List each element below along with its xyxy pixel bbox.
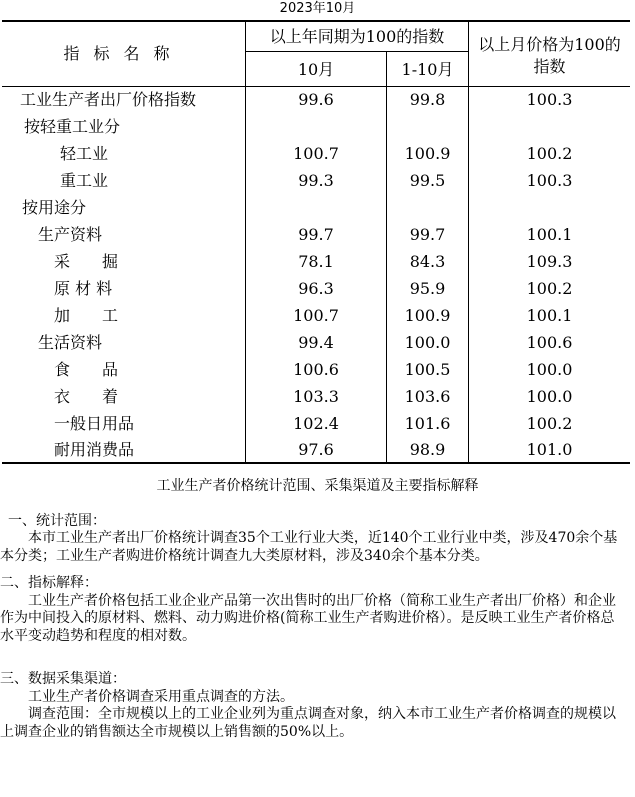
row-mom: 100.6 <box>526 333 573 352</box>
row-yoy-month: 99.6 <box>298 90 334 109</box>
report-month: 2023年10月 <box>279 1 356 16</box>
row-mom: 100.2 <box>526 414 573 433</box>
row-name: 加 工 <box>54 306 119 325</box>
table-row <box>2 168 630 195</box>
price-index-table <box>2 20 630 464</box>
row-name: 耐用消费品 <box>54 440 135 459</box>
row-name: 工业生产者出厂价格指数 <box>20 90 197 109</box>
header-mom: 以上月价格为100的指数 <box>478 35 621 76</box>
table-row <box>2 114 630 141</box>
row-yoy-cumulative: 99.7 <box>409 225 446 244</box>
section-body: 工业生产者价格调查采用重点调查的方法。 <box>28 688 294 705</box>
table-row <box>2 276 630 303</box>
row-yoy-cumulative: 101.6 <box>404 414 451 433</box>
row-yoy-month: 99.7 <box>298 225 334 244</box>
row-name: 原 材 料 <box>54 279 113 298</box>
row-yoy-cumulative: 103.6 <box>404 387 451 406</box>
section-heading: 三、数据采集渠道： <box>0 671 126 687</box>
row-name: 轻工业 <box>60 144 109 163</box>
row-mom: 100.1 <box>526 225 573 244</box>
section-heading: 一、统计范围： <box>8 512 106 529</box>
section-heading: 二、指标解释： <box>0 575 98 591</box>
row-yoy-month: 78.1 <box>298 252 334 271</box>
section-body: 工业生产者价格包括工业企业产品第一次出售时的出厂价格（简称工业生产者出厂价格）和企业作为中间投入的原材料、燃料、动力购进价格(简称工业生产者购进价格）。是反映工业生产者价格总水平变动趋势和程度的相对数。 <box>0 592 616 644</box>
row-yoy-month: 99.3 <box>298 171 334 190</box>
row-name: 衣 着 <box>54 387 119 406</box>
notes-title: 工业生产者价格统计范围、采集渠道及主要指标解释 <box>156 478 479 494</box>
section-body: 调查范围：全市规模以上的工业企业列为重点调查对象，纳入本市工业生产者价格调查的规模以上调查企业的销售额达全市规模以上销售额的50%以上。 <box>0 706 616 740</box>
row-yoy-month: 100.7 <box>293 144 339 163</box>
table-row <box>2 437 630 464</box>
header-yoy: 以上年同期为100的指数 <box>269 27 445 46</box>
table-row <box>2 303 630 330</box>
row-name: 食 品 <box>54 360 119 379</box>
row-yoy-month: 103.3 <box>293 387 339 406</box>
row-mom: 100.3 <box>526 171 573 190</box>
row-yoy-cumulative: 100.9 <box>404 144 451 163</box>
row-yoy-cumulative: 100.9 <box>404 306 451 325</box>
row-yoy-cumulative: 95.9 <box>409 279 446 298</box>
row-yoy-cumulative: 99.5 <box>409 171 446 190</box>
header-yoy-cumulative: 1-10月 <box>401 60 454 79</box>
table-row <box>2 249 630 276</box>
row-name: 采 掘 <box>54 252 119 271</box>
row-name: 按轻重工业分 <box>24 117 121 136</box>
table-row <box>2 384 630 411</box>
notes-section <box>0 478 635 741</box>
row-name: 重工业 <box>60 171 109 190</box>
row-yoy-cumulative: 99.8 <box>409 90 446 109</box>
table-row <box>2 411 630 438</box>
header-indicator-name: 指标名称 <box>63 44 184 63</box>
row-yoy-month: 97.6 <box>298 440 334 459</box>
row-name: 生活资料 <box>38 333 103 352</box>
row-name: 一般日用品 <box>54 414 135 433</box>
row-yoy-cumulative: 98.9 <box>409 440 446 459</box>
table-row <box>2 357 630 384</box>
row-yoy-month: 96.3 <box>298 279 334 298</box>
row-mom: 100.0 <box>526 387 573 406</box>
row-yoy-cumulative: 100.0 <box>404 333 451 352</box>
row-yoy-month: 100.7 <box>293 306 339 325</box>
row-yoy-month: 102.4 <box>293 414 339 433</box>
row-yoy-month: 99.4 <box>298 333 334 352</box>
row-mom: 100.1 <box>526 306 573 325</box>
row-yoy-cumulative: 84.3 <box>409 252 446 271</box>
table-row <box>2 195 630 222</box>
table-row <box>2 141 630 168</box>
table-row <box>2 87 630 114</box>
table-row <box>2 222 630 249</box>
row-mom: 101.0 <box>526 440 573 459</box>
row-mom: 100.0 <box>526 360 573 379</box>
row-yoy-cumulative: 100.5 <box>404 360 451 379</box>
row-yoy-month: 100.6 <box>293 360 339 379</box>
row-mom: 100.2 <box>526 279 573 298</box>
row-mom: 109.3 <box>526 252 573 271</box>
header-yoy-month: 10月 <box>297 60 335 79</box>
row-mom: 100.2 <box>526 144 573 163</box>
row-name: 按用途分 <box>22 198 87 217</box>
header-divider <box>245 51 468 52</box>
section-body: 本市工业生产者出厂价格统计调查35个工业行业大类，近140个工业行业中类，涉及470余个基本分类；工业生产者购进价格统计调查九大类原材料，涉及340余个基本分类。 <box>0 530 618 564</box>
table-row <box>2 330 630 357</box>
row-mom: 100.3 <box>526 90 573 109</box>
row-name: 生产资料 <box>38 225 103 244</box>
